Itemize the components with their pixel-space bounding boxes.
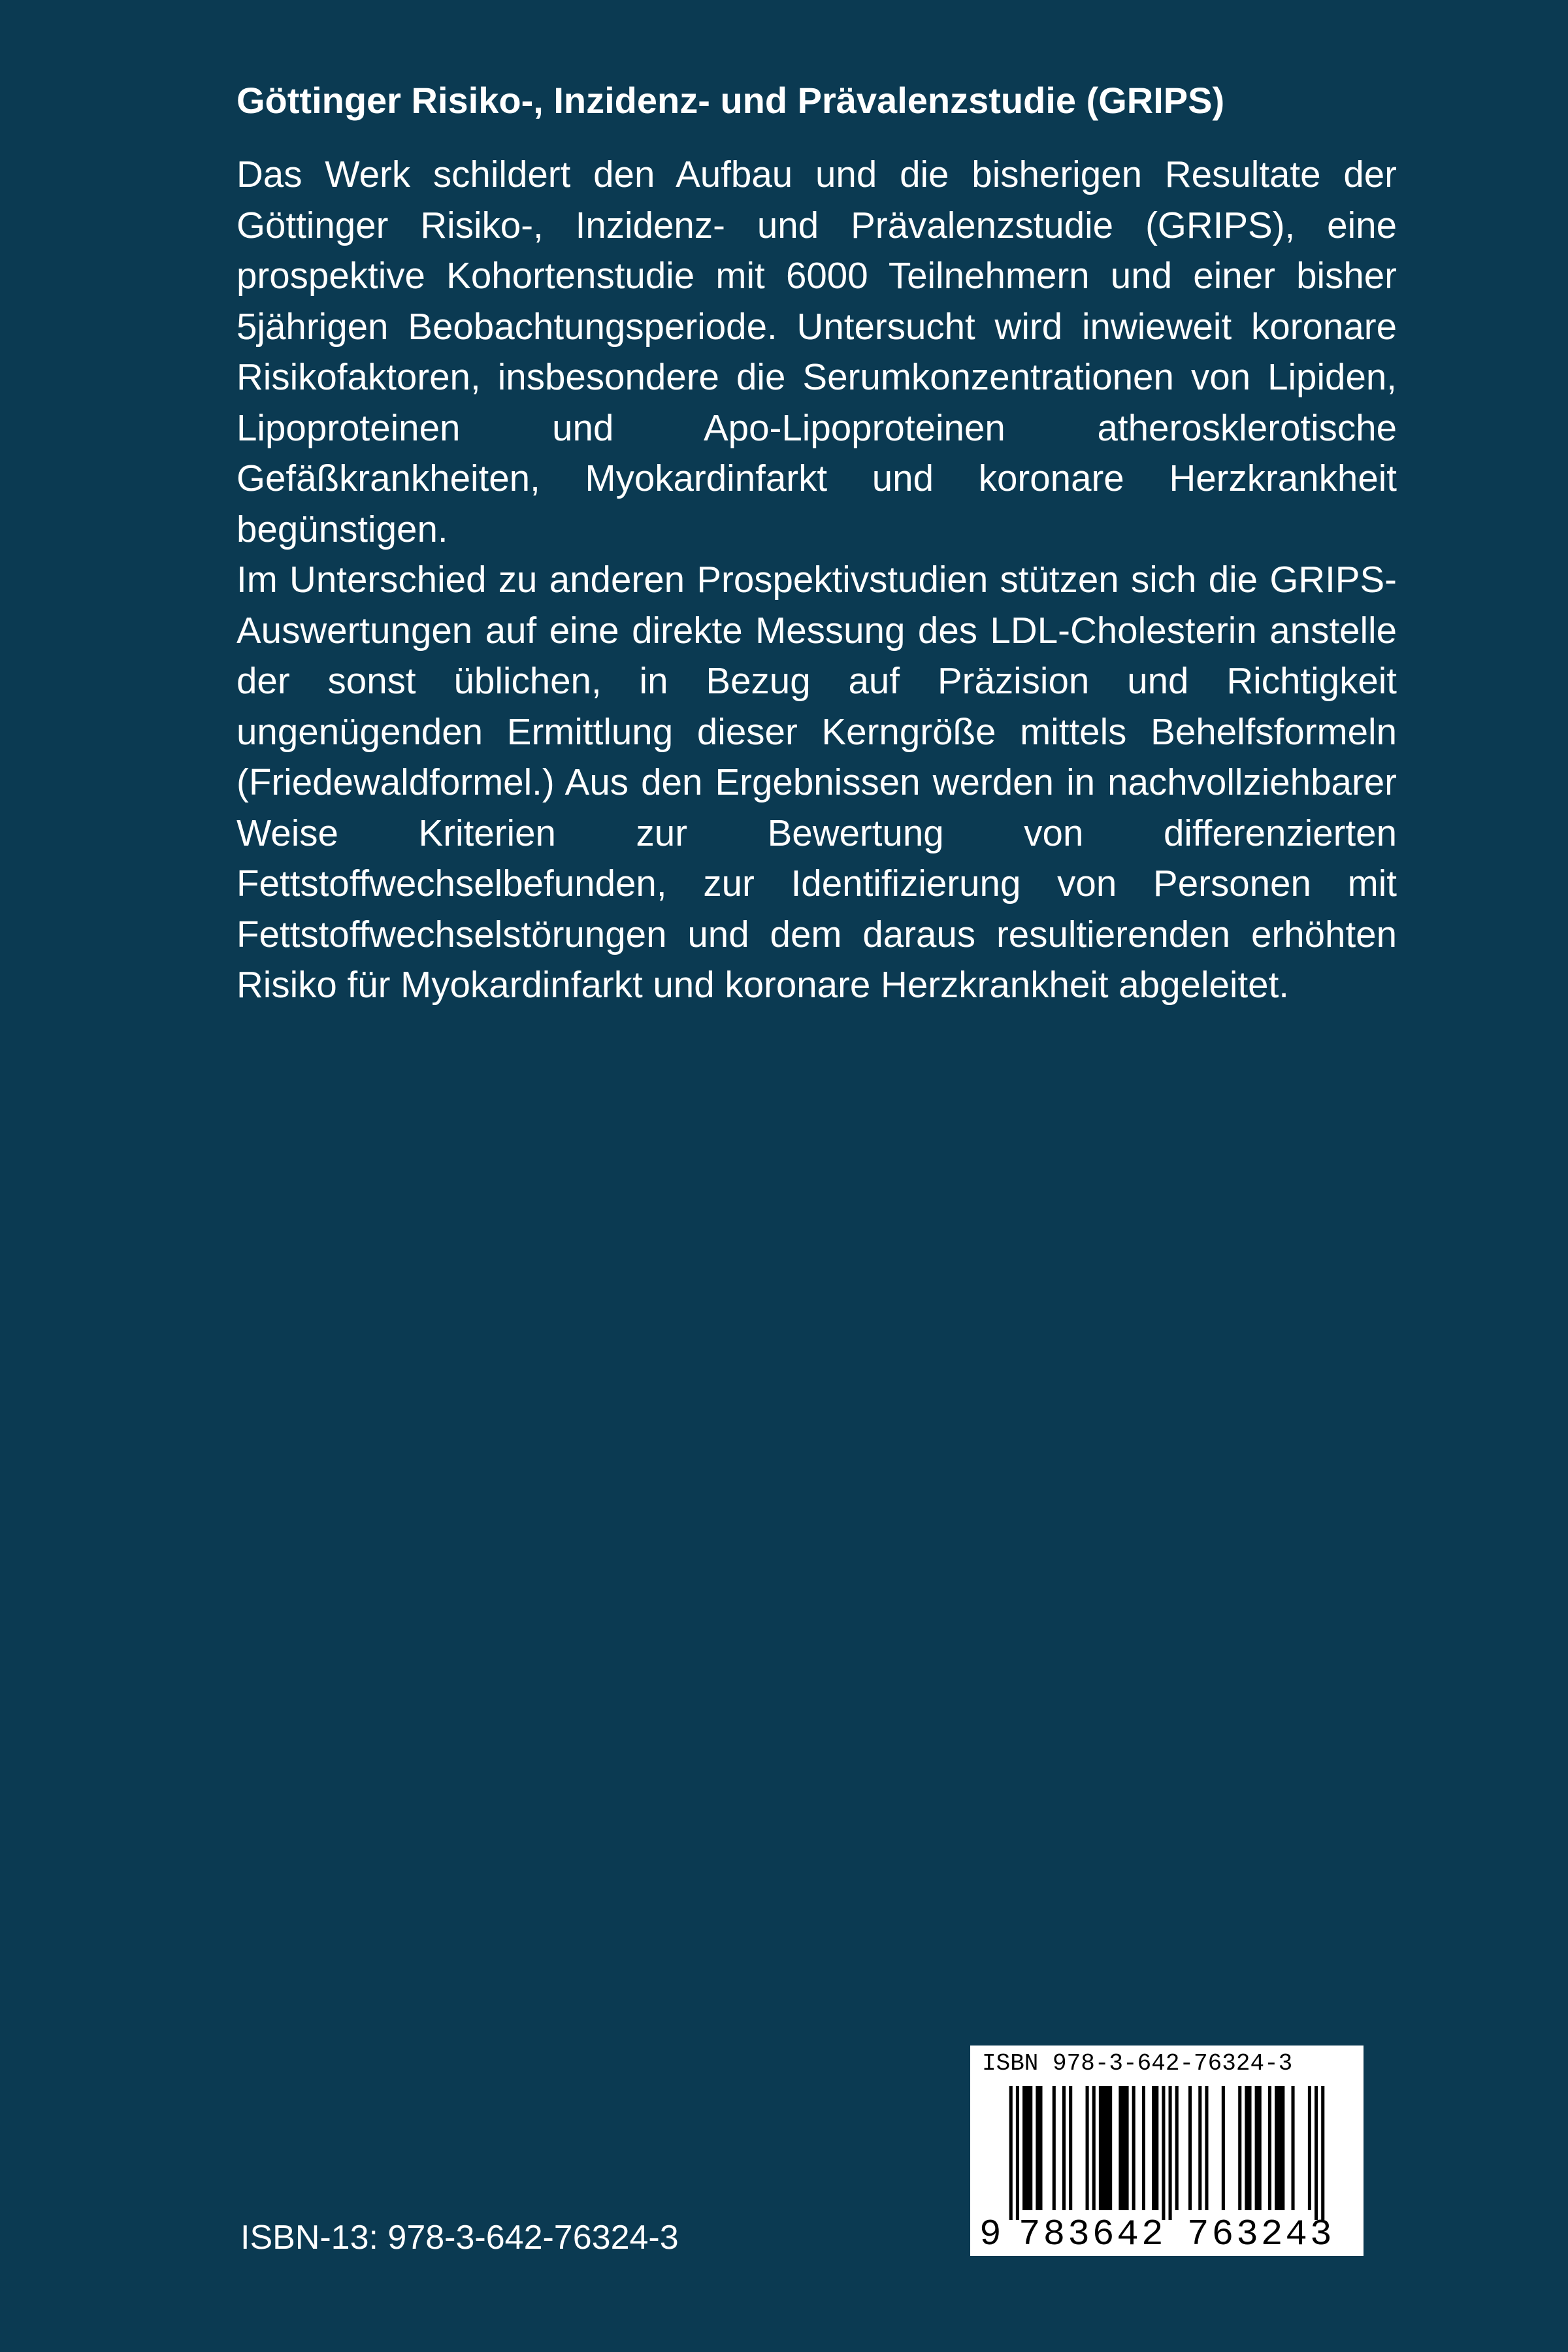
barcode-bar <box>1053 2086 1056 2210</box>
barcode-bar <box>1119 2086 1128 2210</box>
description-paragraph-2: Im Unterschied zu anderen Prospektivstudien stützen sich die GRIPS-Auswertungen auf eine direkte Messung des LDL-Cholesterin anstelle der sonst üblichen, in Bezug auf Präzision und Richtigkeit ungenügenden Ermittlung dieser Kerngröße mittels Behelfsformeln (Friedewaldformel.) Aus den Ergebnissen werden in nachvollziehbarer Weise Kriterien zur Bewertung von differenzierten Fettstoffwechselbefunden, zur Identifizierung von Personen mit Fettstoffwechselstörungen und dem daraus resultierenden erhöhten Risiko für Myokardinfarkt und koronare Herzkrankheit abgeleitet. <box>237 559 1397 1005</box>
barcode-bar <box>1245 2086 1251 2210</box>
barcode-bar <box>1175 2086 1179 2210</box>
barcode-bar <box>1099 2086 1112 2210</box>
barcode-bar <box>1022 2086 1032 2210</box>
barcode-bar <box>1222 2086 1225 2210</box>
barcode-bar <box>1198 2086 1201 2210</box>
barcode-guard-bar <box>1162 2086 1165 2220</box>
barcode-bar <box>1152 2086 1158 2210</box>
description-block <box>237 149 1397 1010</box>
barcode-bar <box>1291 2086 1294 2210</box>
book-title: Göttinger Risiko-, Inzidenz- und Prävalenzstudie (GRIPS) <box>237 80 1225 121</box>
barcode-bars <box>979 2086 1354 2220</box>
barcode-digits-right: 763243 <box>1187 2213 1335 2255</box>
barcode-label <box>970 2046 1364 2256</box>
barcode-bar <box>1142 2086 1145 2210</box>
barcode-bar <box>1069 2086 1072 2210</box>
barcode-digits-left: 783642 <box>1019 2213 1166 2255</box>
barcode-bar <box>1255 2086 1262 2210</box>
barcode-bar <box>1205 2086 1208 2210</box>
isbn-13-line: ISBN-13: 978-3-642-76324-3 <box>240 2219 679 2257</box>
barcode-bar <box>1238 2086 1241 2210</box>
barcode-guard-bar <box>1009 2086 1013 2220</box>
barcode-digit-first: 9 <box>979 2213 1002 2255</box>
barcode-bar <box>1092 2086 1096 2210</box>
description-paragraph-1: Das Werk schildert den Aufbau und die bisherigen Resultate der Göttinger Risiko-, Inzidenz- und Prävalenzstudie (GRIPS), eine prospektive Kohortenstudie mit 6000 Teilnehmern und einer bisher 5jährigen Beobachtungsperiode. Untersucht wird inwieweit koronare Risikofaktoren, insbesondere die Serumkonzentrationen von Lipiden, Lipoproteinen und Apo-Lipoproteinen atherosklerotische Gefäßkrankheiten, Myokardinfarkt und koronare Herzkrankheit begünstigen. <box>237 154 1397 550</box>
barcode-digits <box>979 2215 1354 2253</box>
barcode-bar <box>1308 2086 1311 2210</box>
barcode-bar <box>1275 2086 1284 2210</box>
barcode-guard-bar <box>1169 2086 1172 2220</box>
barcode-guard-bar <box>1321 2086 1324 2220</box>
barcode-isbn-text: ISBN 978-3-642-76324-3 <box>982 2050 1293 2077</box>
barcode-bar <box>1086 2086 1089 2210</box>
barcode-bar <box>1188 2086 1192 2210</box>
barcode-guard-bar <box>1016 2086 1019 2220</box>
barcode-bar <box>1268 2086 1271 2210</box>
barcode-bar <box>1062 2086 1066 2210</box>
barcode-bar <box>1036 2086 1042 2210</box>
barcode-guard-bar <box>1315 2086 1318 2220</box>
barcode-bar <box>1132 2086 1135 2210</box>
